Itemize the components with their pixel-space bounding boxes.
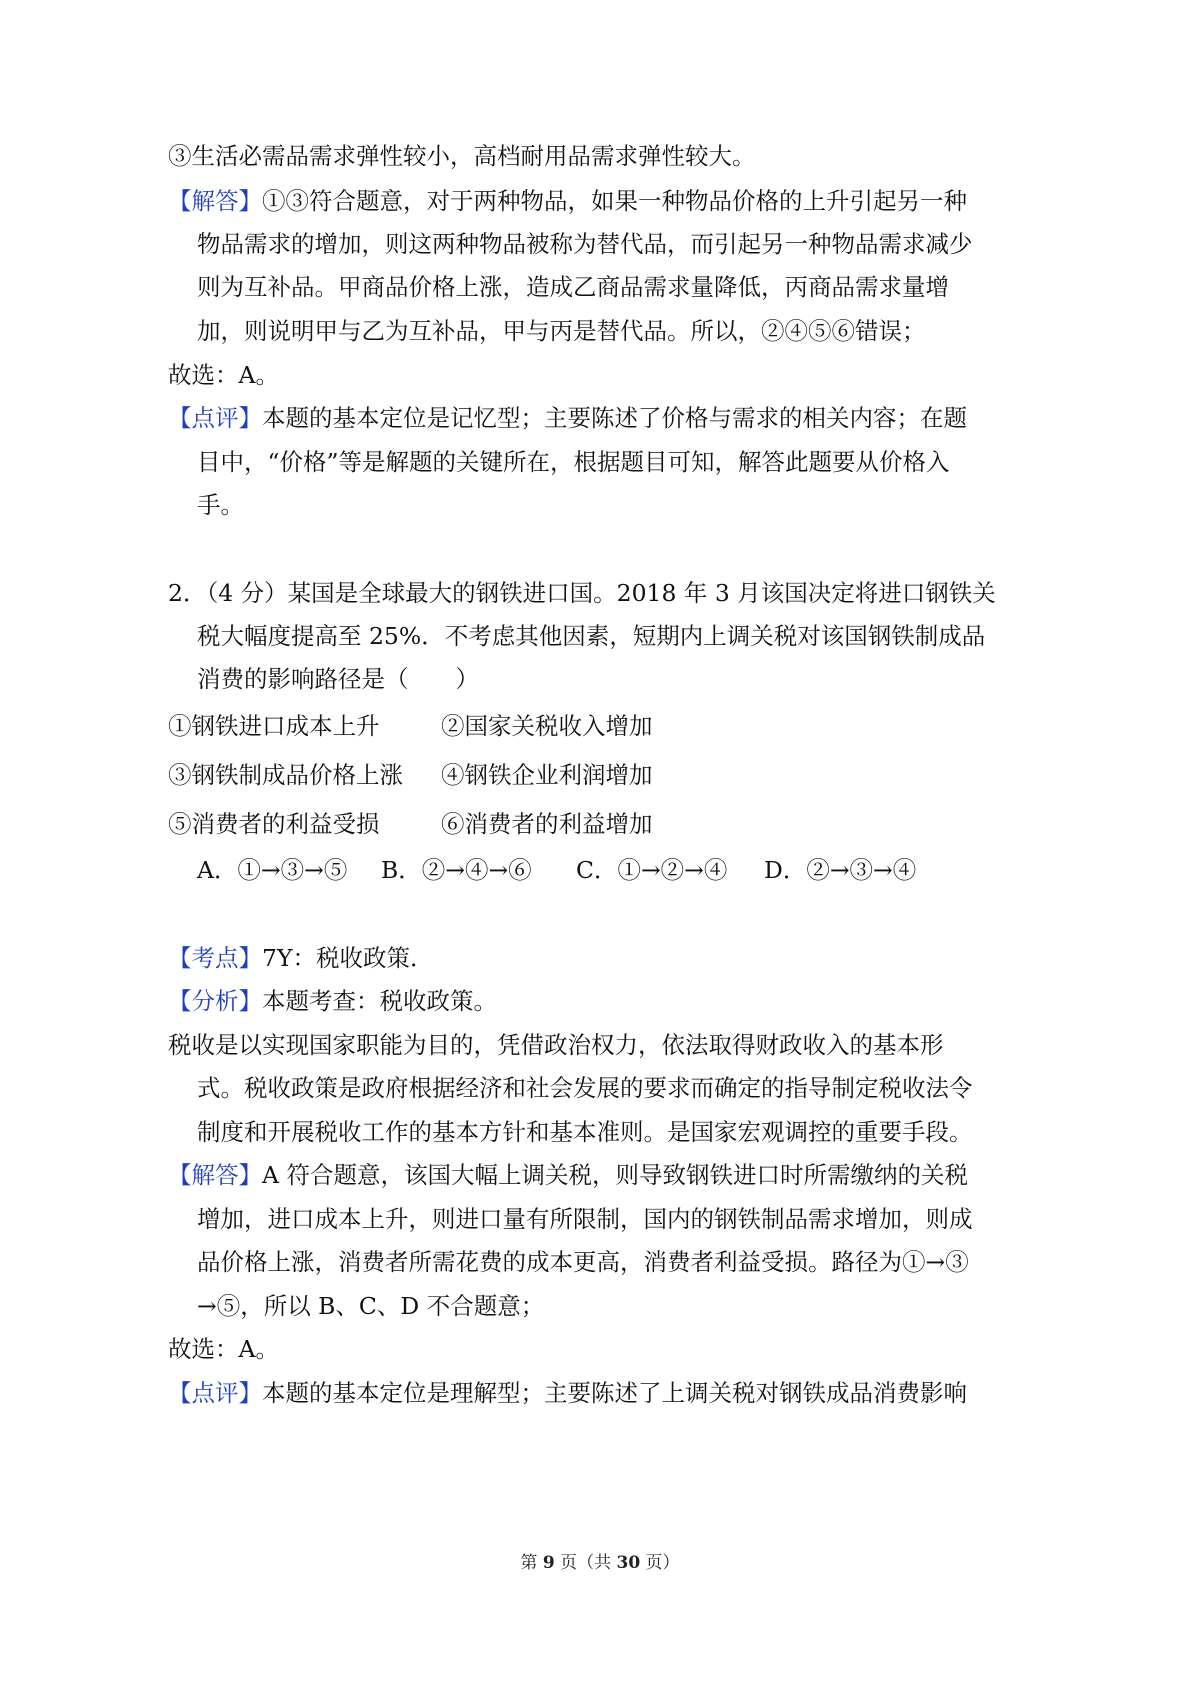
q1-answer-line-4: 加，则说明甲与乙为互补品，甲与丙是替代品。所以，②④⑤⑥错误；	[197, 317, 926, 345]
comment-text: 本题的基本定位是记忆型；主要陈述了价格与需求的相关内容；在题	[262, 404, 967, 432]
q2-stem-line-3: 消费的影响路径是（ ）	[197, 665, 479, 693]
analysis-text: 本题考查：税收政策。	[262, 987, 497, 1015]
q2-item: ④钢铁企业利润增加	[441, 761, 653, 789]
q2-stem-line-2: 税大幅度提高至 25%．不考虑其他因素，短期内上调关税对该国钢铁制成品	[197, 622, 986, 650]
page-number: 9	[542, 1553, 555, 1573]
q2-item: ⑥消费者的利益增加	[441, 810, 653, 838]
q2-analysis-line-2: 式。税收政策是政府根据经济和社会发展的要求而确定的指导制定税收法令	[197, 1074, 973, 1102]
comment-text: 本题的基本定位是理解型；主要陈述了上调关税对钢铁成品消费影响	[262, 1379, 967, 1407]
q1-answer-line-1	[168, 186, 1200, 216]
point-text: 7Y：税收政策．	[262, 944, 434, 972]
q2-item: ③钢铁制成品价格上涨	[168, 761, 403, 789]
q2-analysis-line-3: 制度和开展税收工作的基本方针和基本准则。是国家宏观调控的重要手段。	[197, 1118, 973, 1146]
q1-answer-line-2: 物品需求的增加，则这两种物品被称为替代品，而引起另一种物品需求减少	[197, 230, 973, 258]
q2-option-a: A．①→③→⑤	[197, 856, 348, 884]
q2-comment-line-1	[168, 1378, 1200, 1408]
q1-comment-line-2: 目中，“价格”等是解题的关键所在，根据题目可知，解答此题要从价格入	[197, 448, 950, 476]
footer-suffix: 页）	[640, 1553, 680, 1573]
q2-option-b: B．②→④→⑥	[381, 856, 532, 884]
comment-tag: 【点评】	[168, 1379, 262, 1407]
q2-analysis	[168, 986, 1200, 1016]
q2-option-c: C．①→②→④	[576, 856, 728, 884]
answer-tag: 【解答】	[168, 187, 262, 215]
q1-comment-line-3: 手。	[197, 491, 244, 519]
page-total: 30	[616, 1553, 641, 1573]
footer-prefix: 第	[520, 1553, 543, 1573]
q2-answer-line-3: 品价格上涨，消费者所需花费的成本更高，消费者利益受损。路径为①→③	[197, 1248, 969, 1276]
q2-item: ⑤消费者的利益受损	[168, 810, 380, 838]
point-tag: 【考点】	[168, 944, 262, 972]
answer-text: ①③符合题意，对于两种物品，如果一种物品价格的上升引起另一种	[262, 187, 967, 215]
q1-item-3: ③生活必需品需求弹性较小，高档耐用品需求弹性较大。	[168, 142, 756, 170]
q2-analysis-line-1: 税收是以实现国家职能为目的，凭借政治权力，依法取得财政收入的基本形	[168, 1031, 944, 1059]
q2-answer-line-4: →⑤，所以 B、C、D 不合题意；	[197, 1292, 545, 1320]
q2-item: ①钢铁进口成本上升	[168, 712, 380, 740]
q2-item: ②国家关税收入增加	[441, 712, 653, 740]
q2-stem-line-1: 2．（4 分）某国是全球最大的钢铁进口国。2018 年 3 月该国决定将进口钢铁关	[168, 579, 996, 607]
q2-option-d: D．②→③→④	[764, 856, 917, 884]
q2-answer-line-1	[168, 1160, 1200, 1190]
page-footer	[0, 1552, 1200, 1574]
q2-choice: 故选：A。	[168, 1335, 279, 1363]
answer-tag: 【解答】	[168, 1161, 262, 1189]
analysis-tag: 【分析】	[168, 987, 262, 1015]
answer-text: A 符合题意，该国大幅上调关税，则导致钢铁进口时所需缴纳的关税	[262, 1161, 968, 1189]
q1-answer-line-3: 则为互补品。甲商品价格上涨，造成乙商品需求量降低，丙商品需求量增	[197, 273, 949, 301]
comment-tag: 【点评】	[168, 404, 262, 432]
footer-middle: 页（共	[554, 1553, 617, 1573]
q2-point	[168, 943, 1200, 973]
q1-choice: 故选：A。	[168, 361, 279, 389]
q2-answer-line-2: 增加，进口成本上升，则进口量有所限制，国内的钢铁制品需求增加，则成	[197, 1205, 973, 1233]
q1-comment-line-1	[168, 403, 1200, 433]
